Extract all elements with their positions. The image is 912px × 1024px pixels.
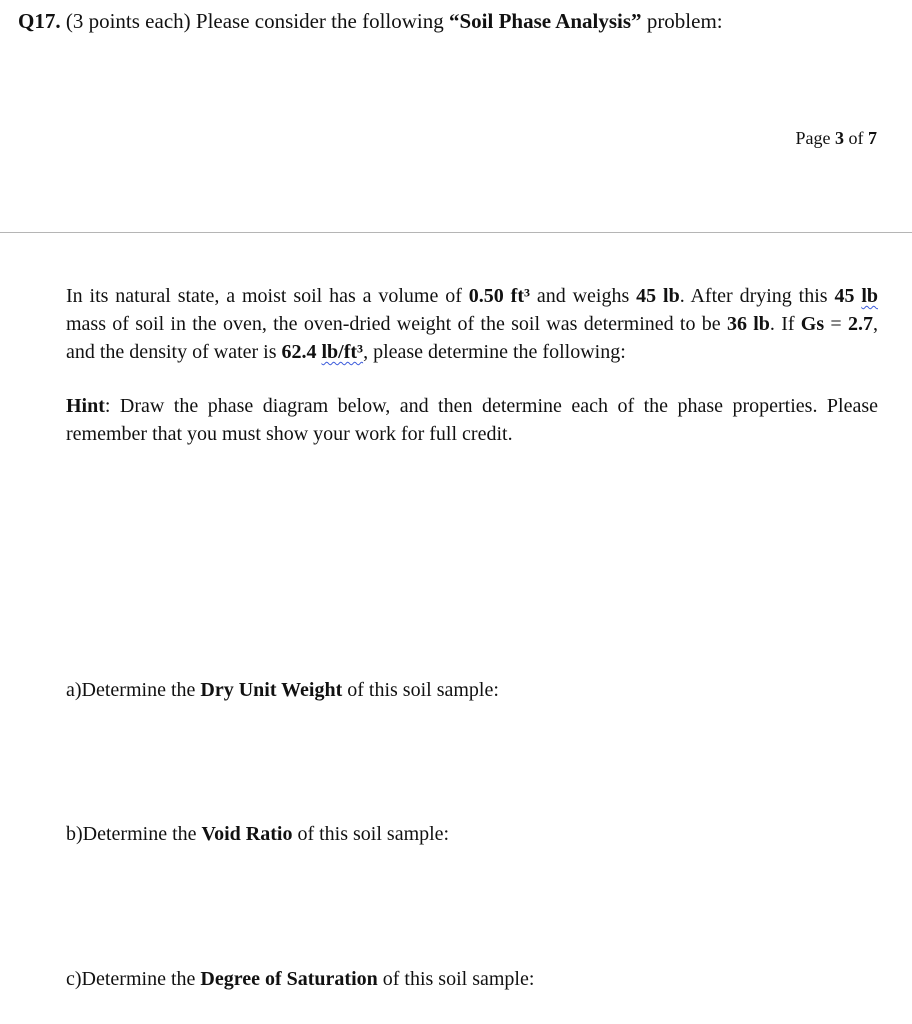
page-divider (0, 232, 912, 233)
question-points: (3 points each) Please consider the following (65, 9, 449, 33)
part-b-topic: Void Ratio (201, 823, 293, 845)
problem-text-2: and weighs (529, 285, 637, 307)
water-density-value (282, 341, 364, 363)
question-title: “Soil Phase Analysis” (449, 9, 642, 33)
question-part-b (66, 820, 449, 848)
question-header (18, 6, 723, 36)
problem-text-4: mass of soil in the oven, the oven-dried weight of the soil was determined to be (66, 313, 727, 335)
gs-value: 2.7 (848, 313, 873, 335)
dry-weight-value: 36 lb (726, 313, 770, 335)
mass-number: 45 (834, 285, 862, 307)
part-a-suffix: of this soil sample: (342, 679, 499, 701)
part-b-suffix: of this soil sample: (292, 823, 450, 845)
hint-text: : Draw the phase diagram below, and then determine each of the phase properties. Please remember that you must show your work for full credit. (66, 395, 878, 445)
hint-label: Hint (66, 395, 105, 417)
mass-unit: lb (861, 285, 878, 307)
gs-label: Gs (800, 313, 825, 335)
question-suffix: problem: (641, 9, 723, 33)
problem-text-5: . If (769, 313, 801, 335)
weight-value: 45 lb (636, 285, 680, 307)
part-a-topic: Dry Unit Weight (200, 679, 343, 701)
page-number (796, 125, 878, 151)
question-number: Q17. (18, 9, 61, 33)
part-a-prefix: a)Determine the (66, 679, 201, 701)
page-current: 3 (835, 128, 844, 148)
water-density-number: 62.4 (281, 341, 322, 363)
problem-statement (66, 282, 878, 366)
problem-text-7: , and the density of water is (66, 313, 878, 363)
question-part-a (66, 676, 499, 704)
question-part-c (66, 965, 534, 993)
part-c-suffix: of this soil sample: (377, 968, 535, 990)
problem-text-8: , please determine the following: (363, 341, 626, 363)
volume-value: 0.50 ft³ (468, 285, 530, 307)
problem-text-1: In its natural state, a moist soil has a volume of (66, 285, 469, 307)
page-total: 7 (868, 128, 877, 148)
problem-text-3: . After drying this (679, 285, 835, 307)
part-c-topic: Degree of Saturation (200, 968, 378, 990)
water-density-unit: lb/ft³ (321, 341, 364, 363)
problem-text-6: = (824, 313, 848, 335)
part-c-prefix: c)Determine the (66, 968, 201, 990)
mass-value (834, 285, 878, 307)
page-of: of (844, 128, 868, 148)
hint-paragraph (66, 392, 878, 448)
page-prefix: Page (795, 128, 835, 148)
part-b-prefix: b)Determine the (66, 823, 202, 845)
